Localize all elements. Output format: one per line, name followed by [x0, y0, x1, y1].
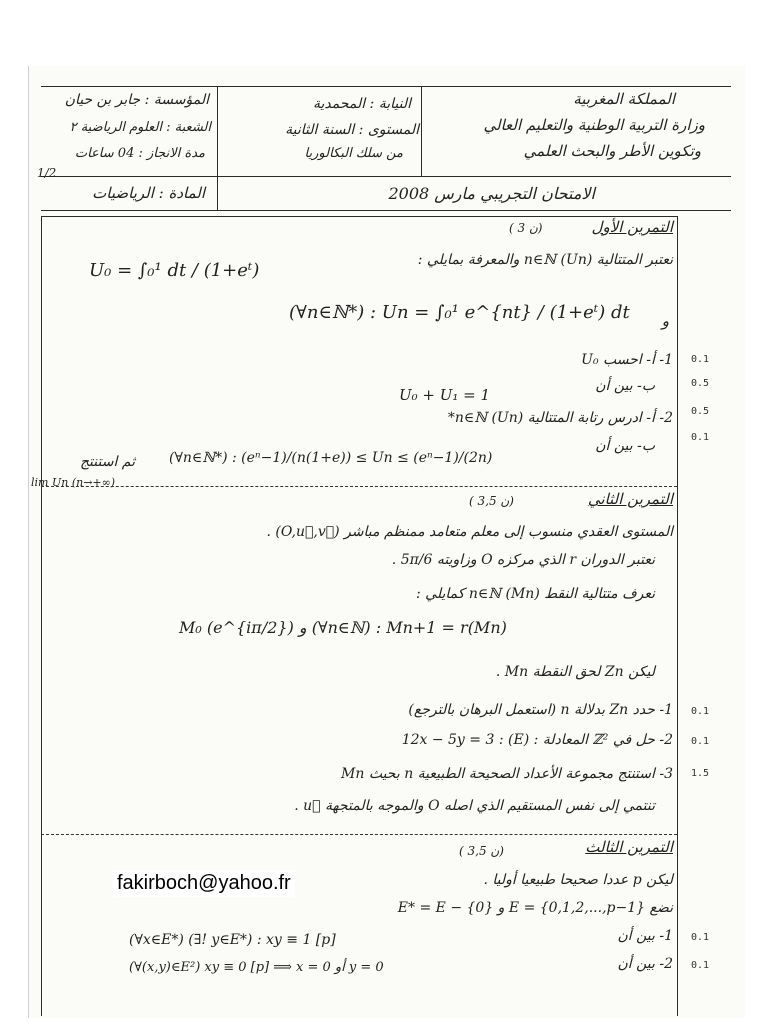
ex1-points: ( 3 ن) — [509, 221, 543, 235]
ex3-mark-2: 0.1 — [691, 960, 710, 971]
ex3-mark-1: 0.1 — [691, 932, 710, 943]
school-label: المؤسسة : جابر بن حيان — [64, 92, 209, 108]
ex2-mark-2: 0.1 — [691, 736, 710, 747]
ex3-points: ( 3,5 ن) — [459, 844, 504, 858]
header-mid-border — [41, 176, 731, 177]
ex1-q2a: 2- أ- ادرس رتابة المتتالية (Un) n∈ℕ* — [447, 410, 673, 426]
header-col-divider-2 — [421, 86, 422, 176]
ex2-line4: M₀ (e^{iπ/2}) و (∀n∈ℕ) : Mn+1 = r(Mn) — [179, 618, 507, 637]
ex1-q1a: 1- أ- احسب U₀ — [581, 352, 673, 368]
ex1-u0-formula: U₀ = ∫₀¹ dt / (1+eᵗ) — [89, 260, 260, 281]
branch-label: الشعبة : العلوم الرياضية ٢ — [69, 120, 211, 135]
kingdom-label: المملكة المغربية — [573, 90, 675, 108]
title-row-border — [41, 210, 731, 211]
ex1-intro: نعتبر المتتالية (Un) n∈ℕ والمعرفة بمايلي : — [417, 252, 673, 268]
ex1-q2c-limit: lim Un (n→+∞) — [31, 476, 116, 489]
body-right-border — [677, 216, 678, 1016]
ex2-q3b: تنتمي إلى نفس المستقيم الذي اصله O والموجه بالمتجهة u⃗ . — [294, 798, 655, 814]
ex1-and-label: و — [661, 312, 669, 330]
ex3-title: التمرين الثالث — [585, 838, 673, 856]
header-col-divider-1 — [217, 86, 218, 176]
ex2-mark-3: 1.5 — [691, 768, 710, 779]
ex3-q1: 1- بين أن — [617, 928, 673, 944]
ex1-title: التمرين الأول — [591, 218, 673, 236]
ex1-q2c: ثم استنتج — [80, 454, 135, 470]
watermark-email: fakirboch@yahoo.fr — [113, 870, 295, 897]
duration-label: مدة الانجاز : 04 ساعات — [74, 146, 205, 161]
ex1-un-formula: (∀n∈ℕ*) : Un = ∫₀¹ e^{nt} / (1+eᵗ) dt — [289, 302, 630, 323]
ex1-mark-1: 0.1 — [691, 354, 710, 365]
ex1-q1b-equation: U₀ + U₁ = 1 — [399, 386, 491, 404]
ex3-line2: نضع E = {0,1,2,...,p−1} و E* = E − {0} — [397, 900, 673, 916]
ex3-q2: 2- بين أن — [617, 956, 673, 972]
ex2-line3: نعرف متتالية النقط (Mn) n∈ℕ كمايلي : — [416, 586, 655, 602]
header-top-border — [41, 86, 731, 87]
ex1-mark-4: 0.1 — [691, 432, 710, 443]
ex1-mark-2: 0.5 — [691, 378, 710, 389]
delegation-label: النيابة : المحمدية — [312, 96, 411, 112]
body-top-border — [41, 216, 677, 217]
ex2-line1: المستوى العقدي منسوب إلى معلم متعامد ممنظم مباشر (O,u⃗,v⃗) . — [266, 524, 673, 540]
ex2-q3: 3- استنتج مجموعة الأعداد الصحيحة الطبيعية n بحيث Mn — [341, 766, 673, 782]
ex1-q2b-inequality: (∀n∈ℕ*) : (eⁿ−1)/(n(1+e)) ≤ Un ≤ (eⁿ−1)/(2n) — [169, 450, 493, 466]
ex3-line1: ليكن p عددا صحيحا طبيعيا أوليا . — [483, 872, 673, 888]
level-label: المستوى : السنة الثانية — [285, 122, 419, 138]
ex2-q1: 1- حدد Zn بدلالة n (استعمل البرهان بالترجع) — [408, 702, 673, 718]
ex1-q1b: ب- بين أن — [595, 378, 655, 394]
level-sub-label: من سلك البكالوريا — [304, 146, 403, 161]
title-row-divider — [217, 176, 218, 210]
ex3-q2-equation: (∀(x,y)∈E²) xy ≡ 0 [p] ⟹ x = 0 أو y = 0 — [129, 960, 384, 975]
ex1-ex2-separator — [41, 486, 677, 487]
ex2-line5: ليكن Zn لحق النقطة Mn . — [495, 664, 655, 680]
body-left-border — [41, 216, 42, 1016]
ex2-q2: 2- حل في ℤ² المعادلة : (E) : 12x − 5y = 3 — [401, 732, 673, 748]
ex2-title: التمرين الثاني — [587, 490, 673, 508]
ex1-q2b: ب- بين أن — [595, 438, 655, 454]
ex2-line2: نعتبر الدوران r الذي مركزه O وزاويته 5π/6 . — [391, 552, 655, 568]
subject-label: المادة : الرياضيات — [92, 184, 205, 202]
ex2-points: ( 3,5 ن) — [469, 494, 514, 508]
ex1-mark-3: 0.5 — [691, 406, 710, 417]
ex3-q1-equation: (∀x∈E*) (∃! y∈E*) : xy ≡ 1 [p] — [129, 932, 336, 948]
ministry-label-2: وتكوين الأطر والبحث العلمي — [523, 142, 701, 160]
ex2-ex3-separator — [41, 834, 677, 835]
ex2-mark-1: 0.1 — [691, 706, 710, 717]
ministry-label-1: وزارة التربية الوطنية والتعليم العالي — [483, 116, 705, 134]
exam-title: الامتحان التجريبي مارس 2008 — [388, 184, 595, 203]
page-number: 1/2 — [37, 166, 57, 180]
